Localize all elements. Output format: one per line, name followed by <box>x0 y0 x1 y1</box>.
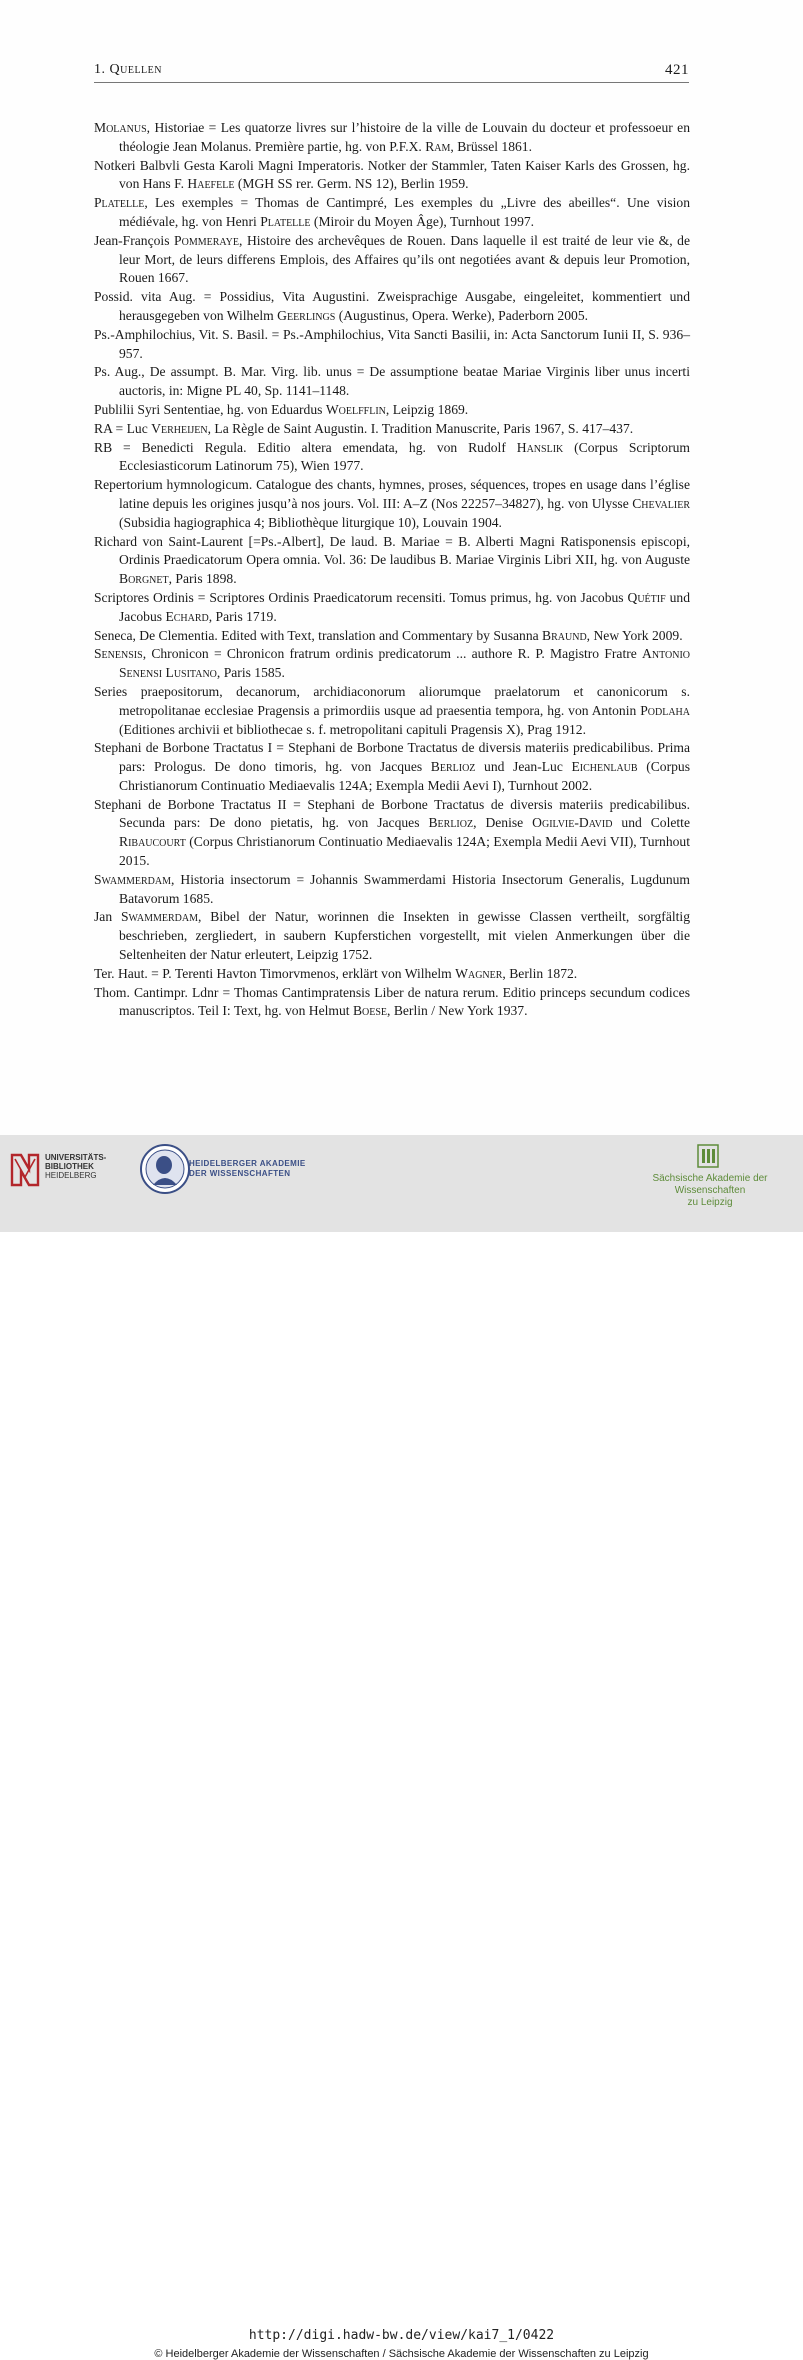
author-name: Wagner <box>455 965 503 981</box>
entry-text: , Paris 1898. <box>168 571 237 587</box>
entry-text: (Augustinus, Opera. Werke), Paderborn 2005. <box>335 307 589 323</box>
heidelberg-academy-logo[interactable] <box>139 1143 339 1199</box>
bibliography-entry <box>94 965 690 984</box>
bibliography-list <box>94 119 690 1021</box>
author-name: Woelfflin <box>325 401 386 417</box>
entry-text: , Historiae = Les quatorze livres sur l’histoire de la ville de Louvain du docteur et professoeur en théologie Jean Molanus. Première partie, hg. von P.F.X. <box>119 120 690 154</box>
bibliography-entry <box>94 476 690 532</box>
entry-text: Thom. Cantimpr. Ldnr = Thomas Cantimpratensis Liber de natura rerum. Editio princeps secundum codices manuscriptos. Teil I: Text, hg. von Helmut <box>94 984 690 1019</box>
ub-mark-icon <box>9 1149 41 1189</box>
bibliography-entry <box>94 533 690 589</box>
entry-text: Jean-François <box>94 232 175 248</box>
entry-text: , Chronicon = Chronicon fratrum ordinis predicatorum ... authore R. P. Magistro Fratre <box>142 646 643 662</box>
entry-text: Stephani de Borbone Tractatus II = Stephani de Borbone Tractatus de diversis materiis predicabilibus. Secunda pars: De dono pietatis, hg. von Jacques <box>94 796 690 831</box>
bibliography-entry <box>94 119 690 157</box>
page-number: 421 <box>665 62 689 78</box>
author-name: Ogilvie-David <box>532 815 613 831</box>
author-name: Swammerdam <box>94 871 172 887</box>
entry-text: Stephani de Borbone Tractatus I = Stephani de Borbone Tractatus de diversis materiis predicabilibus. Prima pars: Prologus. De dono timoris, hg. von Jacques <box>94 740 690 775</box>
bibliography-entry <box>94 232 690 288</box>
saxon-academy-text <box>620 1173 800 1209</box>
entry-text: , Paris 1585. <box>216 665 285 681</box>
bibliography-entry <box>94 739 690 795</box>
entry-text: (Corpus Scriptorum Ecclesiasticorum Latinorum 75), Wien 1977. <box>119 439 691 474</box>
bibliography-entry <box>94 439 690 477</box>
author-name: Senensis <box>94 646 143 662</box>
ub-logo-text <box>45 1153 129 1180</box>
author-name: Platelle <box>94 195 145 211</box>
author-name: Platelle <box>260 213 311 229</box>
copyright-notice: © Heidelberger Akademie der Wissenschaften / Sächsische Akademie der Wissenschaften zu Leipzig <box>154 2348 649 2360</box>
author-name: Berlioz <box>428 815 474 831</box>
footer-bar <box>0 1135 803 2360</box>
entry-text: , La Règle de Saint Augustin. I. Tradition Manuscrite, Paris 1967, S. 417–437. <box>207 420 634 436</box>
ub-logo-line: BIBLIOTHEK <box>45 1162 94 1171</box>
entry-text: , Bibel der Natur, worinnen die Insekten in gewisse Classen vertheilt, sorgfältig beschrieben, zergliedert, in saubern Kupferstichen vorgestellt, mit vielen Anmerkungen über die Seltenheiten der Natur erleutert, Leipzig 1752. <box>119 909 690 963</box>
entry-text: (Editiones archivii et bibliothecae s. f. metropolitani capituli Pragensis X), Prag 1912. <box>119 721 586 737</box>
author-name: Eichenlaub <box>571 759 638 775</box>
bibliography-entry <box>94 796 690 871</box>
entry-text: und Jacobus <box>119 589 690 624</box>
entry-text: Ter. Haut. = P. Terenti Havton Timorvmenos, erklärt von Wilhelm <box>94 965 456 981</box>
bibliography-entry <box>94 984 690 1022</box>
entry-text: , Brüssel 1861. <box>450 138 532 154</box>
entry-text: Notkeri Balbvli Gesta Karoli Magni Imperatoris. Notker der Stammler, Taten Kaiser Karls des Grossen, hg. von Hans F. <box>94 157 690 192</box>
bibliography-entry <box>94 326 690 364</box>
entry-text: Ps.-Amphilochius, Vit. S. Basil. = Ps.-Amphilochius, Vita Sancti Basilii, in: Acta Sanctorum Iunii II, S. 936–957. <box>94 326 690 361</box>
entry-text: Scriptores Ordinis = Scriptores Ordinis Praedicatorum recensiti. Tomus primus, hg. von Jacobus <box>94 589 628 605</box>
ub-logo-line: HEIDELBERG <box>45 1171 97 1180</box>
academy-logo-text <box>189 1159 339 1179</box>
entry-text: Series praepositorum, decanorum, archidiaconorum aliorumque praelatorum et canonicorum s. metropolitanae ecclesiae Pragensis a primordiis usque ad praesentia tempora, hg. von Antonin <box>94 683 690 718</box>
entry-text: , Berlin 1872. <box>502 965 578 981</box>
author-name: Berlioz <box>430 759 476 775</box>
entry-text: Jan <box>94 909 121 925</box>
saxon-academy-logo[interactable] <box>620 1143 800 1208</box>
saxon-academy-mark-icon <box>696 1143 720 1169</box>
author-name: Ram <box>425 138 451 154</box>
entry-text: , Historia insectorum = Johannis Swammerdami Historia Insectorum Generalis, Lugdunum Batavorum 1685. <box>119 871 690 906</box>
author-name: Braund <box>542 627 587 643</box>
author-name: Antonio Senensi Lusitano <box>119 646 690 681</box>
entry-text: Ps. Aug., De assumpt. B. Mar. Virg. lib. unus = De assumptione beatae Mariae Virginis liber unus incerti auctoris, in: Migne PL 40, Sp. 1141–1148. <box>94 364 690 399</box>
bibliography-entry <box>94 645 690 683</box>
bibliography-entry <box>94 401 690 420</box>
entry-text: (Subsidia hagiographica 4; Bibliothèque liturgique 10), Louvain 1904. <box>119 514 502 530</box>
entry-text: Publilii Syri Sententiae, hg. von Eduardus <box>94 401 326 417</box>
entry-text: (Corpus Christianorum Continuatio Mediaevalis 124A; Exempla Medii Aevi VII), Turnhout 2015. <box>119 834 690 869</box>
bibliography-entry <box>94 157 690 195</box>
university-library-logo[interactable] <box>9 1145 129 1195</box>
author-name: Quétif <box>627 589 666 605</box>
entry-text: , Les exemples = Thomas de Cantimpré, Les exemples du „Livre des abeilles“. Une vision médiévale, hg. von Henri <box>119 195 690 229</box>
entry-text: , Histoire des archevêques de Rouen. Dans laquelle il est traité de leur vie &, de leur Mort, de leurs differens Emplois, des Affaires qu’ils ont negotiées avant & depuis leur Promotion, Rouen 1667. <box>119 232 690 286</box>
academy-seal-icon <box>139 1143 191 1195</box>
entry-text: Richard von Saint-Laurent [=Ps.-Albert], De laud. B. Mariae = B. Alberti Magni Ratisponensis episcopi, Ordinis Praedicatorum Opera omnia. Vol. 36: De laudibus B. Mariae Virginis Libri XII, hg. von Auguste <box>94 533 690 568</box>
permalink-url[interactable]: http://digi.hadw-bw.de/view/kai7_1/0422 <box>248 2328 555 2343</box>
entry-text: und Colette <box>612 815 690 831</box>
entry-text: (MGH SS rer. Germ. NS 12), Berlin 1959. <box>234 176 469 192</box>
author-name: Boese <box>352 1003 388 1019</box>
author-name: Verheijen <box>151 420 208 436</box>
author-name: Haefele <box>187 176 235 192</box>
bibliography-entry <box>94 288 690 326</box>
entry-text: , Berlin / New York 1937. <box>387 1003 528 1019</box>
entry-text: , Leipzig 1869. <box>385 401 469 417</box>
author-name: Hanslik <box>516 439 564 455</box>
bibliography-entry <box>94 683 690 739</box>
entry-text: RA = Luc <box>94 420 152 436</box>
entry-text: , New York 2009. <box>586 627 683 643</box>
academy-logo-line: HEIDELBERGER AKADEMIE <box>189 1159 306 1168</box>
entry-text: (Miroir du Moyen Âge), Turnhout 1997. <box>310 213 535 229</box>
entry-text: RB = Benedicti Regula. Editio altera emendata, hg. von Rudolf <box>94 439 517 455</box>
bibliography-entry <box>94 194 690 232</box>
entry-text: Repertorium hymnologicum. Catalogue des chants, hymnes, proses, séquences, tropes en usage dans l’église latine depuis les origines jusqu’à nos jours. Vol. III: A–Z (Nos 22257–34827), hg. von Ulysse <box>94 477 690 511</box>
bibliography-entry <box>94 908 690 964</box>
bibliography-entry <box>94 871 690 909</box>
author-name: Podlaha <box>640 702 690 718</box>
author-name: Ribaucourt <box>119 834 186 850</box>
saxon-academy-line: zu Leipzig <box>687 1197 733 1208</box>
academy-logo-line: DER WISSENSCHAFTEN <box>189 1169 291 1178</box>
bibliography-entry <box>94 363 690 401</box>
author-name: Swammerdam <box>121 909 199 925</box>
entry-text: Possid. vita Aug. = Possidius, Vita Augustini. Zweisprachige Ausgabe, eingeleitet, kommentiert und herausgegeben von Wilhelm <box>94 289 690 323</box>
bibliography-entry <box>94 420 690 439</box>
bibliography-entry <box>94 627 690 646</box>
entry-text: , Denise <box>473 815 533 831</box>
author-name: Pommeraye <box>174 232 240 248</box>
ub-logo-line: UNIVERSITÄTS- <box>45 1153 107 1162</box>
bibliography-entry <box>94 589 690 627</box>
entry-text: und Jean-Luc <box>475 759 572 775</box>
author-name: Borgnet <box>119 571 169 587</box>
entry-text: Seneca, De Clementia. Edited with Text, translation and Commentary by Susanna <box>94 627 543 643</box>
running-head <box>94 60 689 83</box>
entry-text: (Corpus Christianorum Continuatio Mediaevalis 124A; Exempla Medii Aevi I), Turnhout 2002. <box>119 759 691 793</box>
author-name: Chevalier <box>632 495 690 511</box>
author-name: Echard <box>165 608 209 624</box>
entry-text: , Paris 1719. <box>208 608 277 624</box>
saxon-academy-line: Sächsische Akademie der Wissenschaften <box>652 1173 768 1196</box>
book-page <box>0 0 803 1135</box>
author-name: Molanus <box>94 120 147 135</box>
author-name: Geerlings <box>277 307 336 323</box>
section-title: 1. Quellen <box>94 62 162 77</box>
